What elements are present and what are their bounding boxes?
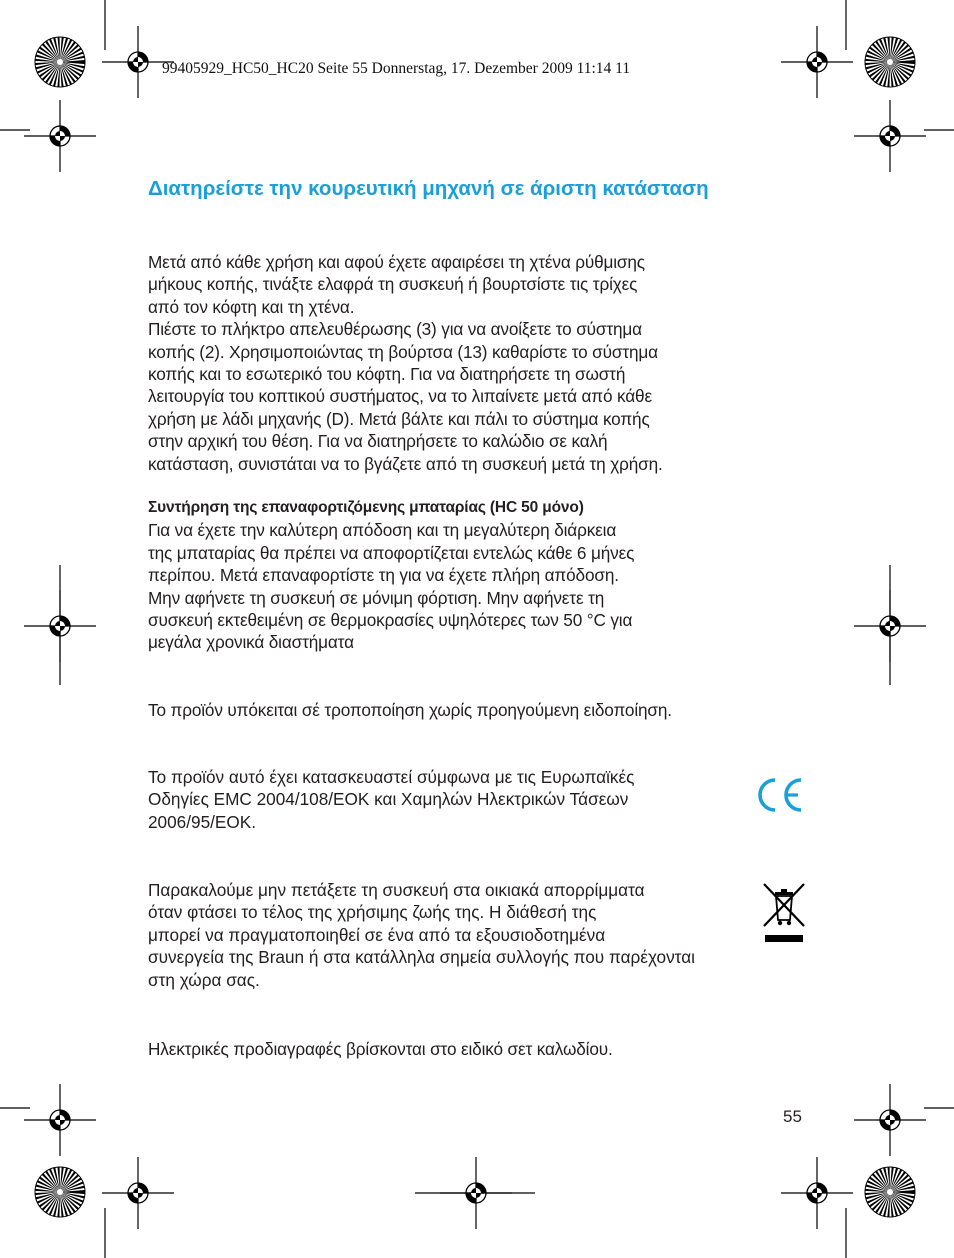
notice-text: Το προϊόν υπόκειται σέ τροποποίηση χωρίς προηγούμενη ειδοποίηση.: [148, 700, 672, 720]
text-line: της μπαταρίας θα πρέπει να αποφορτίζεται εντελώς κάθε 6 μήνες: [148, 542, 635, 563]
text-line: Παρακαλούμε μην πετάξετε τη συσκευή στα οικιακά απορρίμματα: [148, 880, 645, 900]
text-line: στη χώρα σας.: [148, 969, 260, 990]
text-line: Για να έχετε την καλύτερη απόδοση και τη μεγαλύτερη διάρκεια: [148, 520, 617, 541]
text-line: από τον κόφτη και τη χτένα.: [148, 296, 355, 317]
text-line: περίπου. Μετά επαναφορτίστε τη για να έχετε πλήρη απόδοση.: [148, 565, 619, 586]
text-line: συνεργεία της Braun ή στα κατάλληλα σημεία συλλογής που παρέχονται: [148, 947, 695, 968]
starburst-bottom-left: [35, 1167, 85, 1217]
text-line: χρήση με λάδι μηχανής (D). Μετά βάλτε και πάλι το σύστημα κοπής: [148, 408, 650, 429]
text-line: Μετά από κάθε χρήση και αφού έχετε αφαιρέσει τη χτένα ρύθμισης: [148, 252, 645, 272]
text-line: μπορεί να πραγματοποιηθεί σε ένα από τα εξουσιοδοτημένα: [148, 924, 606, 945]
text-line: Πιέστε το πλήκτρο απελευθέρωσης (3) για να ανοίξετε το σύστημα: [148, 319, 642, 340]
ce-declaration: [148, 766, 748, 833]
text-line: μήκους κοπής, τινάξτε ελαφρά τη συσκευή ή βουρτσίστε τις τρίχες: [148, 274, 638, 295]
text-line: Μην αφήνετε τη συσκευή σε μόνιμη φόρτιση. Μην αφήνετε τη: [148, 587, 605, 608]
text-line: κοπής (2). Χρησιμοποιώντας τη βούρτσα (13) καθαρίστε το σύστημα: [148, 341, 658, 362]
text-line: Το προϊόν αυτό έχει κατασκευαστεί σύμφωνα με τις Ευρωπαϊκές: [148, 767, 635, 787]
text-line: συσκευή εκτεθειμένη σε θερμοκρασίες υψηλότερες των 50 °C για: [148, 610, 633, 631]
text-line: λειτουργία του κοπτικού συστήματος, να το λιπαίνετε μετά από κάθε: [148, 386, 652, 407]
section-title: Διατηρείστε την κουρευτική μηχανή σε άριστη κατάσταση: [148, 177, 709, 200]
print-header: 99405929_HC50_HC20 Seite 55 Donnerstag, 17. Dezember 2009 11:14 11: [162, 60, 631, 77]
battery-section: [148, 497, 818, 654]
cleaning-paragraph: [148, 251, 818, 475]
text-line: στην αρχική του θέση. Για να διατηρήσετε το καλώδιο σε καλή: [148, 431, 608, 452]
ce-mark-icon: [756, 776, 806, 814]
starburst-top-left: [35, 37, 85, 87]
starburst-top-right: [865, 37, 915, 87]
text-line: κοπής και το εσωτερικό του κόφτη. Για να διατηρήσετε τη σωστή: [148, 364, 626, 385]
starburst-bottom-right: [865, 1167, 915, 1217]
page-number: 55: [783, 1107, 802, 1126]
text-line: όταν φτάσει το τέλος της χρήσιμης ζωής της. Η διάθεσή της: [148, 902, 597, 923]
disposal-paragraph: [148, 879, 818, 991]
electrical-specs-note: Ηλεκτρικές προδιαγραφές βρίσκονται στο ειδικό σετ καλωδίου.: [148, 1039, 613, 1059]
text-line: κατάσταση, συνιστάται να το βγάζετε από τη συσκευή μετά τη χρήση.: [148, 453, 663, 474]
text-line: μεγάλα χρονικά διαστήματα: [148, 632, 354, 653]
weee-crossed-bin-icon: [760, 882, 808, 946]
text-line: 2006/95/EOK.: [148, 811, 256, 832]
text-line: Οδηγίες EMC 2004/108/EOK και Χαμηλών Ηλεκτρικών Τάσεων: [148, 789, 629, 810]
battery-heading: Συντήρηση της επαναφορτιζόμενης μπαταρίας (HC 50 μόνο): [148, 499, 584, 516]
